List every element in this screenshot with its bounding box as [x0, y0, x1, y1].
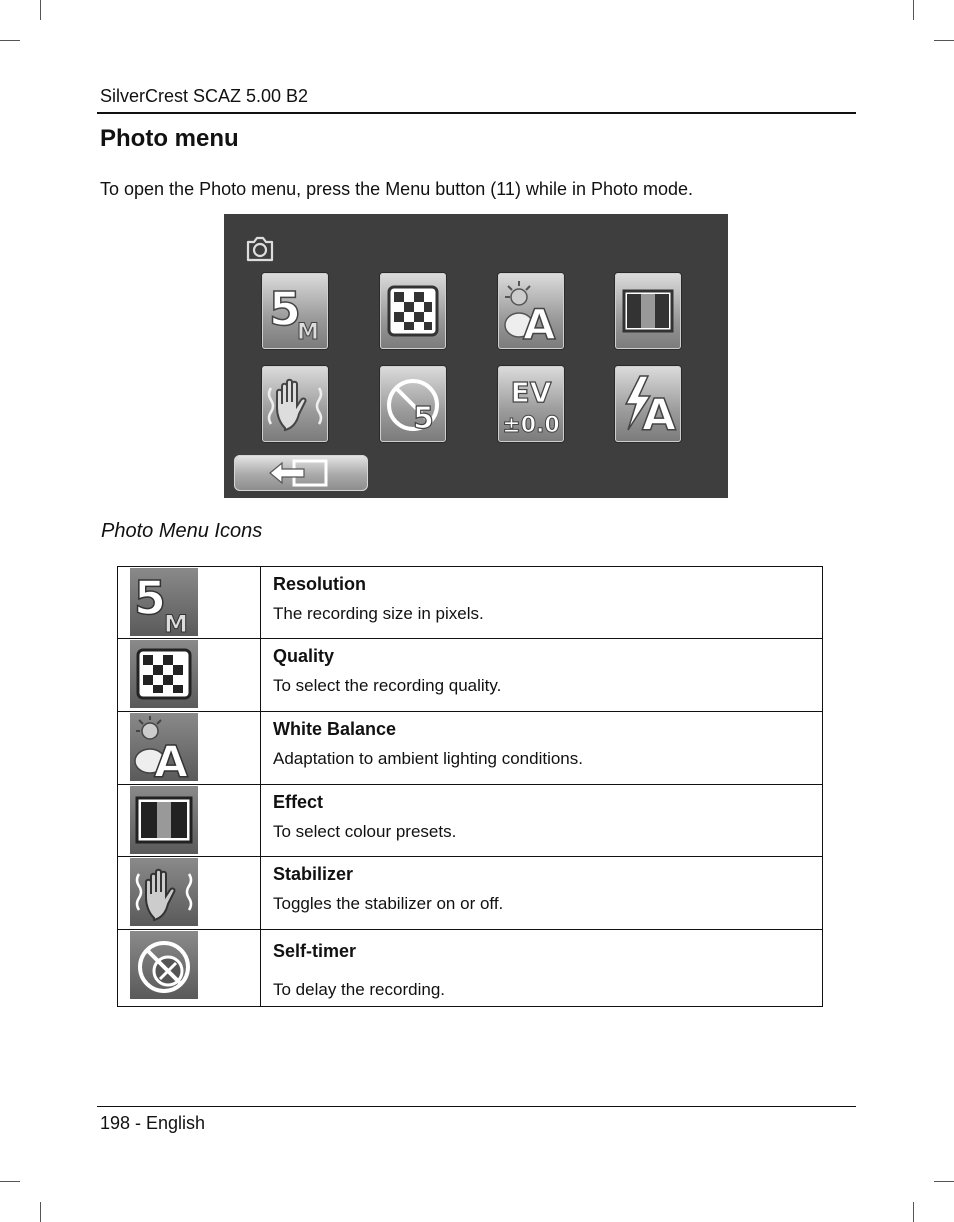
page-header: SilverCrest SCAZ 5.00 B2 [100, 86, 309, 106]
effect-thumb [130, 786, 198, 854]
stabilizer-icon [132, 860, 196, 924]
table-row [118, 639, 823, 712]
stabilizer-thumb [130, 858, 198, 926]
page-title: Photo menu [100, 125, 239, 152]
row-desc: Adaptation to ambient lighting conditions. [273, 749, 583, 768]
svg-text:5: 5 [269, 282, 302, 336]
table-row [118, 857, 823, 930]
crop-mark [0, 40, 20, 41]
self-timer-off-icon [132, 933, 196, 997]
quality-tile[interactable] [380, 273, 446, 349]
header-rule [97, 112, 856, 114]
row-desc: To select the recording quality. [273, 676, 502, 695]
crop-mark [40, 0, 41, 20]
resolution-tile[interactable] [262, 273, 328, 349]
svg-text:A: A [642, 390, 677, 436]
row-desc: To delay the recording. [273, 980, 445, 999]
camera-icon [244, 232, 276, 264]
table-row [118, 567, 823, 639]
self-timer-icon [383, 372, 443, 436]
quality-icon [132, 642, 196, 706]
resolution-icon [265, 279, 325, 343]
svg-text:A: A [154, 737, 189, 779]
table-row [118, 712, 823, 785]
crop-mark [913, 1202, 914, 1222]
white-balance-icon [132, 715, 196, 779]
effect-icon [132, 788, 196, 852]
svg-text:5: 5 [413, 401, 434, 436]
resolution-thumb [130, 568, 198, 636]
effect-tile[interactable] [615, 273, 681, 349]
svg-text:A: A [523, 300, 556, 343]
intro-text: To open the Photo menu, press the Menu button (11) while in Photo mode. [100, 179, 694, 199]
row-name: Self-timer [273, 941, 357, 961]
effect-icon [618, 279, 678, 343]
svg-text:EV: EV [510, 376, 552, 409]
row-name: White Balance [273, 719, 397, 739]
camera-screen [224, 214, 728, 498]
flash-tile[interactable] [615, 366, 681, 442]
row-name: Quality [273, 646, 335, 666]
svg-text:5: 5 [134, 571, 167, 625]
row-desc: Toggles the stabilizer on or off. [273, 894, 504, 913]
row-name: Stabilizer [273, 864, 354, 884]
flash-icon [618, 372, 678, 436]
quality-thumb [130, 640, 198, 708]
row-name: Effect [273, 792, 324, 812]
icon-table [117, 566, 823, 1007]
footer-rule [97, 1106, 856, 1107]
row-desc: The recording size in pixels. [273, 604, 484, 623]
resolution-icon [132, 570, 196, 634]
table-caption: Photo Menu Icons [101, 520, 263, 542]
self-timer-thumb [130, 931, 198, 999]
crop-mark [40, 1202, 41, 1222]
svg-text:±0.0: ±0.0 [502, 413, 560, 436]
white-balance-tile[interactable] [498, 273, 564, 349]
crop-mark [913, 0, 914, 20]
svg-text:M: M [297, 320, 319, 343]
svg-text:M: M [164, 610, 188, 634]
white-balance-icon [501, 279, 561, 343]
self-timer-tile[interactable] [380, 366, 446, 442]
exposure-tile[interactable] [498, 366, 564, 442]
stabilizer-tile[interactable] [262, 366, 328, 442]
white-balance-thumb [130, 713, 198, 781]
row-name: Resolution [273, 574, 366, 594]
exposure-icon [501, 372, 561, 436]
quality-icon [383, 279, 443, 343]
row-desc: To select colour presets. [273, 822, 457, 841]
back-button[interactable] [234, 455, 368, 491]
table-row [118, 785, 823, 857]
page-footer: 198 - English [100, 1113, 206, 1133]
table-row [118, 930, 823, 1007]
crop-mark [0, 1181, 20, 1182]
stabilizer-icon [265, 372, 325, 436]
crop-mark [934, 1181, 954, 1182]
exit-icon [266, 457, 336, 489]
crop-mark [934, 40, 954, 41]
